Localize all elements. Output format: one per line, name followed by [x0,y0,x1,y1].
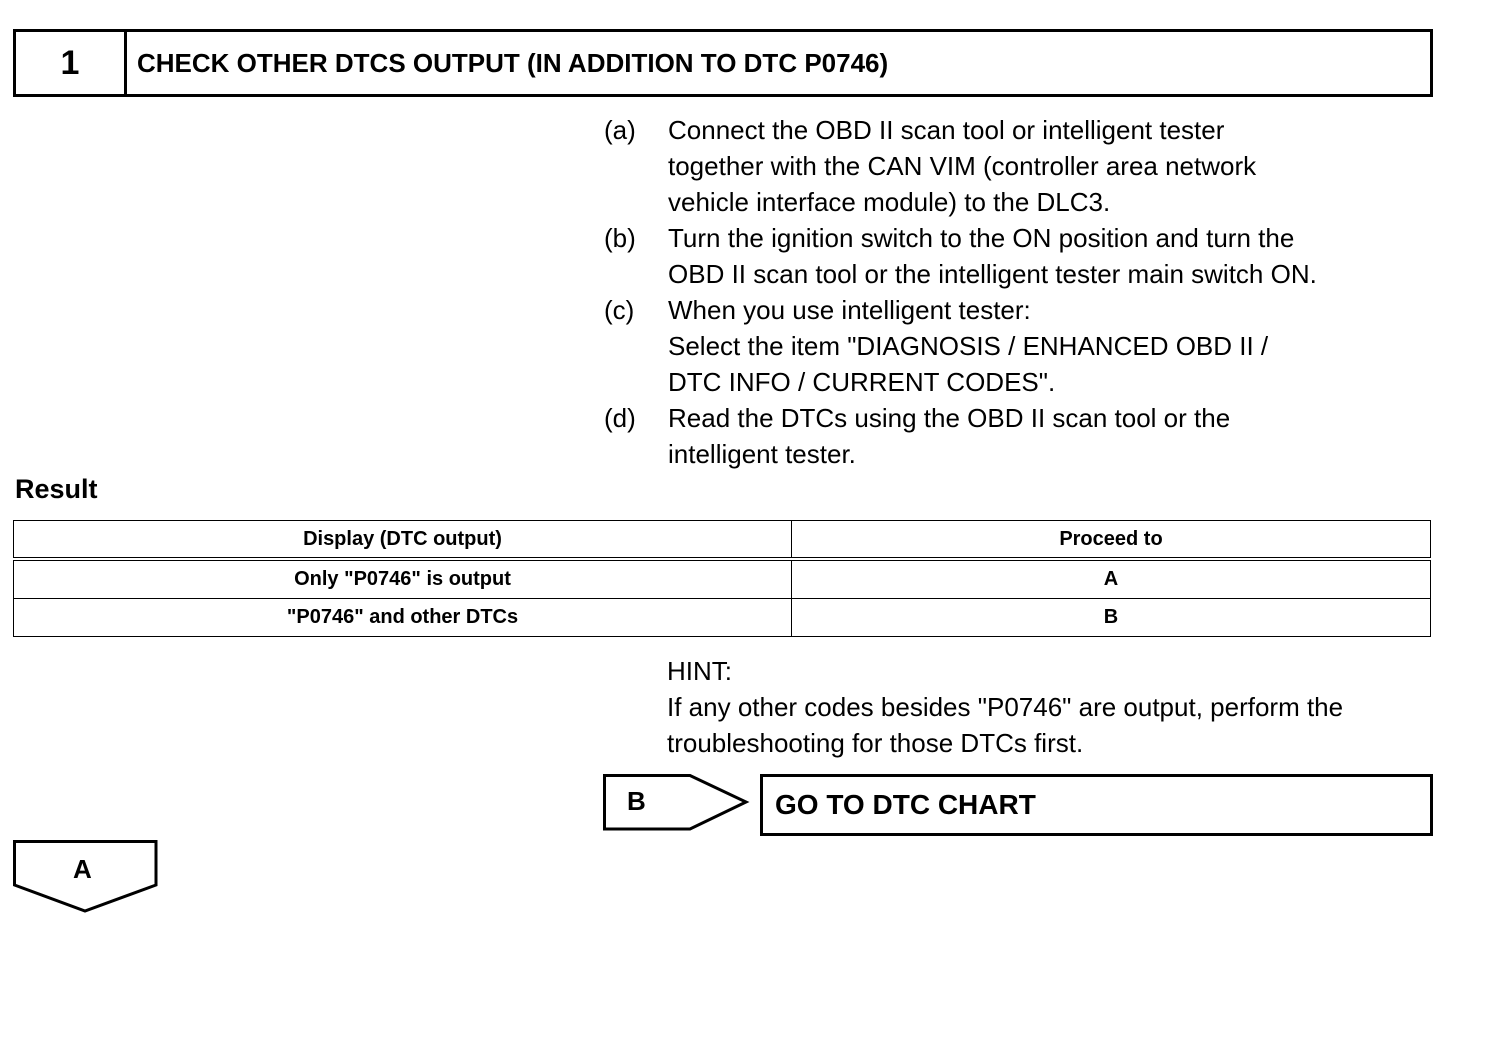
table-cell-display: "P0746" and other DTCs [14,599,792,637]
step-title: CHECK OTHER DTCS OUTPUT (IN ADDITION TO DTC P0746) [137,47,889,78]
table-cell-proceed: B [792,599,1431,637]
step-number: 1 [16,32,127,94]
procedure-text: Connect the OBD II scan tool or intelligent tester together with the CAN VIM (controller area network vehicle interface module) to the DLC3. [668,115,1257,217]
hint [667,653,1447,761]
hint-label: HINT: [667,656,732,686]
procedure-label: (b) [604,223,636,253]
table-cell-display: Only "P0746" is output [14,559,792,599]
table-row [14,599,1431,637]
goto-dtc-chart[interactable]: GO TO DTC CHART [760,774,1433,836]
flow-b-label: B [627,786,646,816]
procedure-text: Read the DTCs using the OBD II scan tool or the intelligent tester. [668,403,1231,469]
procedure-text: When you use intelligent tester: Select the item "DIAGNOSIS / ENHANCED OBD II / DTC INFO / CURRENT CODES". [668,295,1269,397]
procedure-list [604,112,1454,472]
right-arrow-icon [603,774,753,832]
result-table [13,520,1431,637]
procedure-label: (d) [604,403,636,433]
procedure-item [604,220,1454,292]
procedure-item [604,292,1454,400]
procedure-label: (c) [604,295,635,325]
column-header-display: Display (DTC output) [14,521,792,560]
table-header-row [14,521,1431,560]
flow-a-arrow [13,840,159,919]
table-row [14,559,1431,599]
flow-a-label: A [73,854,92,884]
hint-text: If any other codes besides "P0746" are output, perform the troubleshooting for those DTCs first. [667,692,1344,758]
table-cell-proceed: A [792,559,1431,599]
procedure-text: Turn the ignition switch to the ON position and turn the OBD II scan tool or the intelligent tester main switch ON. [668,223,1317,289]
procedure-label: (a) [604,115,636,145]
flow-b-arrow [603,774,753,837]
procedure-item [604,112,1454,220]
result-heading: Result [15,474,98,504]
column-header-proceed: Proceed to [792,521,1431,560]
procedure-item [604,400,1454,472]
step-header [13,29,1433,97]
